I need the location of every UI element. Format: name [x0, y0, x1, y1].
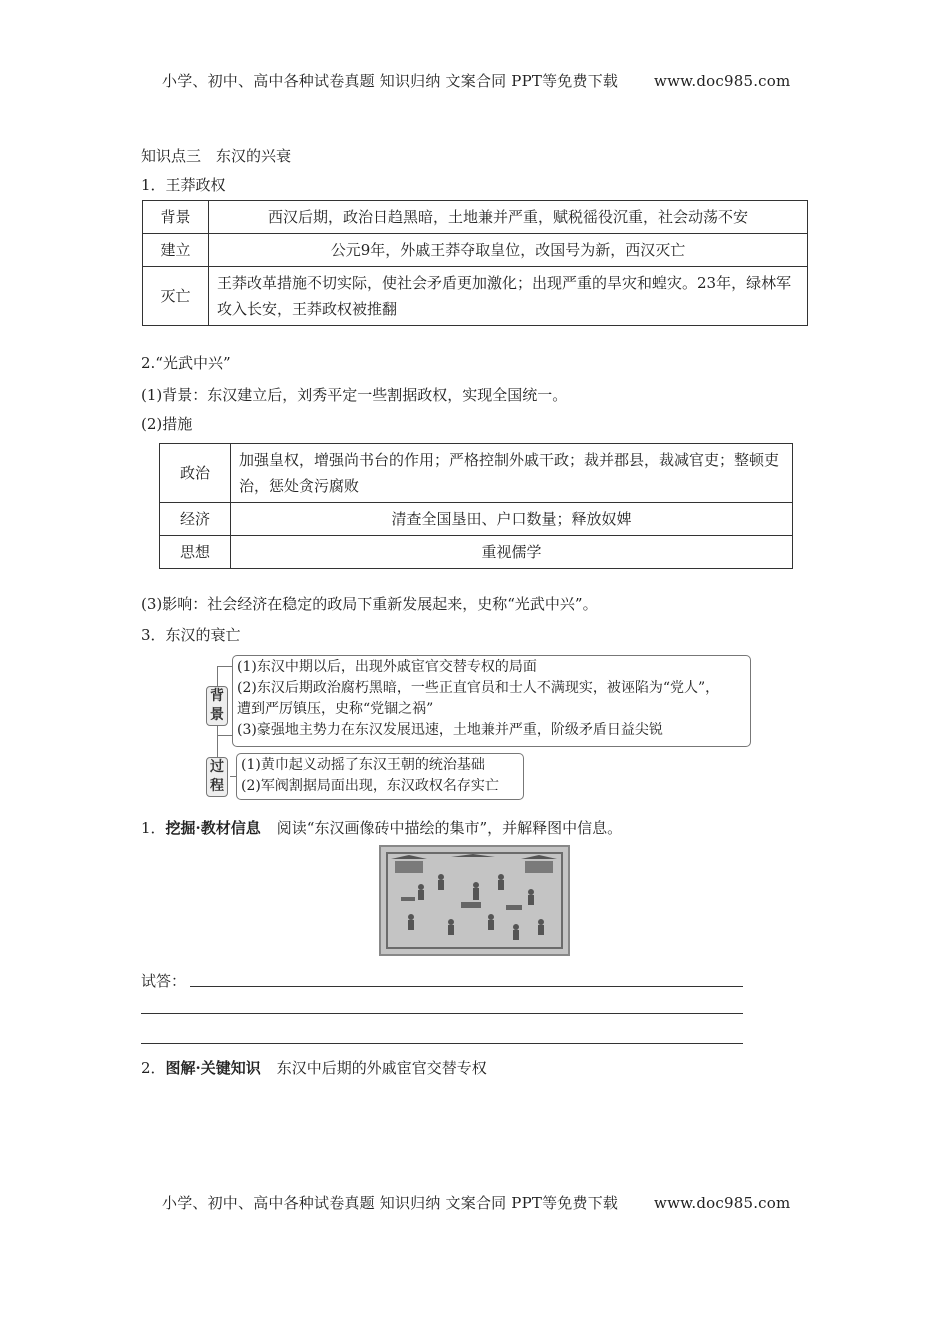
- footer-url[interactable]: www.doc985.com: [654, 1194, 791, 1212]
- process-label: 过程: [206, 757, 228, 797]
- q1-text: 阅读“东汉画像砖中描绘的集市”，并解释图中信息。: [276, 819, 623, 837]
- process-box: [236, 753, 524, 800]
- answer-label: 试答：: [141, 972, 187, 990]
- table-cell: 清查全国垦田、户口数量；释放奴婢: [231, 503, 793, 536]
- table-cell: 西汉后期，政治日趋黑暗，土地兼并严重，赋税徭役沉重，社会动荡不安: [209, 201, 808, 234]
- market-scene-illustration: [381, 847, 568, 954]
- bg-item: (1)东汉中期以后，出现外戚宦官交替专权的局面: [237, 659, 537, 675]
- s1-heading: 1．王莽政权: [141, 176, 226, 194]
- guangwu-table: [159, 443, 793, 569]
- s3-heading: 3．东汉的衰亡: [141, 626, 241, 644]
- connector: [217, 666, 232, 667]
- background-box: [232, 655, 751, 747]
- s2-heading: 2.“光武中兴”: [141, 354, 231, 372]
- table-key: 政治: [160, 444, 231, 503]
- answer-line[interactable]: [190, 986, 743, 987]
- table-cell: 王莽改革措施不切实际，使社会矛盾更加激化；出现严重的旱灾和蝗灾。23年，绿林军攻入长安，王莽政权被推翻: [209, 267, 808, 326]
- table-key: 灭亡: [143, 267, 209, 326]
- footer-text: 小学、初中、高中各种试卷真题 知识归纳 文案合同 PPT等免费下载: [162, 1194, 619, 1212]
- page-footer: [162, 1192, 790, 1213]
- s2-measures-label: (2)措施: [141, 415, 193, 433]
- header-url[interactable]: www.doc985.com: [654, 72, 791, 90]
- bg-item: 遭到严厉镇压，史称“党锢之祸”: [237, 701, 434, 717]
- table-key: 思想: [160, 536, 231, 569]
- answer-line[interactable]: [141, 1043, 743, 1044]
- page-header: [162, 70, 790, 91]
- wangmang-table: [142, 200, 808, 326]
- proc-item: (2)军阀割据局面出现，东汉政权名存实亡: [241, 778, 499, 794]
- table-cell: 公元9年，外戚王莽夺取皇位，改国号为新，西汉灭亡: [209, 234, 808, 267]
- section-title: 知识点三 东汉的兴衰: [141, 147, 292, 165]
- market-brick-image: [379, 845, 570, 956]
- table-key: 经济: [160, 503, 231, 536]
- table-key: 建立: [143, 234, 209, 267]
- header-text: 小学、初中、高中各种试卷真题 知识归纳 文案合同 PPT等免费下载: [162, 72, 619, 90]
- q2-text: 东汉中后期的外戚宦官交替专权: [276, 1059, 487, 1077]
- q2-tag: 图解·关键知识: [165, 1059, 261, 1077]
- q2: 2．图解·关键知识 东汉中后期的外戚宦官交替专权: [141, 1059, 487, 1077]
- table-cell: 加强皇权，增强尚书台的作用；严格控制外戚干政；裁并郡县，裁减官吏；整顿吏治，惩处贪污腐败: [231, 444, 793, 503]
- background-label: 背景: [206, 686, 228, 726]
- s2-impact: (3)影响：社会经济在稳定的政局下重新发展起来，史称“光武中兴”。: [141, 595, 598, 613]
- bg-item: (2)东汉后期政治腐朽黑暗，一些正直官员和士人不满现实，被诬陷为“党人”，: [237, 680, 720, 696]
- s2-background: (1)背景：东汉建立后，刘秀平定一些割据政权，实现全国统一。: [141, 386, 568, 404]
- table-cell: 重视儒学: [231, 536, 793, 569]
- answer-line[interactable]: [141, 1013, 743, 1014]
- proc-item: (1)黄巾起义动摇了东汉王朝的统治基础: [241, 757, 485, 773]
- bg-item: (3)豪强地主势力在东汉发展迅速，土地兼并严重，阶级矛盾日益尖锐: [237, 722, 663, 738]
- table-key: 背景: [143, 201, 209, 234]
- connector: [217, 735, 232, 736]
- connector: [217, 666, 218, 686]
- q1-tag: 挖掘·教材信息: [165, 819, 261, 837]
- q1: 1．挖掘·教材信息 阅读“东汉画像砖中描绘的集市”，并解释图中信息。: [141, 819, 623, 837]
